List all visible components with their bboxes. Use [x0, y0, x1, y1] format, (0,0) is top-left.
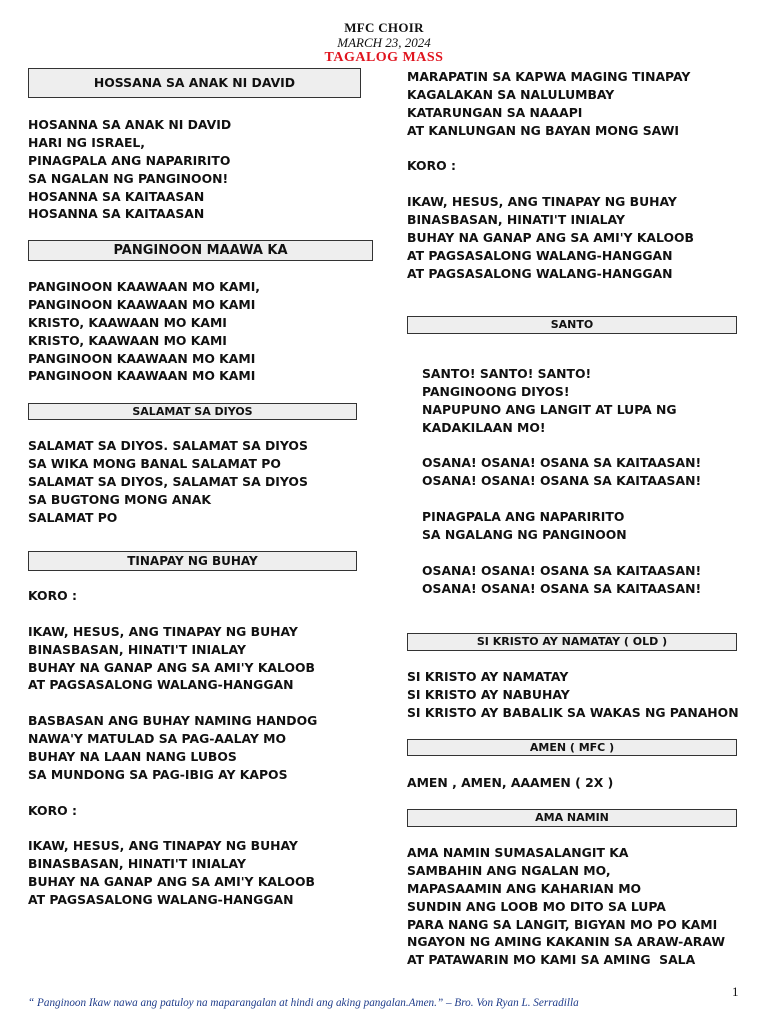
lyric-line: MAPASAAMIN ANG KAHARIAN MO [407, 880, 642, 896]
lyrics-sikristo [407, 668, 739, 722]
lyric-line: IKAW, HESUS, ANG TINAPAY NG BUHAY [28, 623, 298, 639]
section-title-sikristo: SI KRISTO AY NAMATAY ( OLD ) [407, 633, 737, 651]
lyric-line: PANGINOON KAAWAAN MO KAMI [28, 368, 256, 384]
lyric-line: AT PATAWARIN MO KAMI SA AMING SALA [407, 952, 696, 968]
lyrics-amen [407, 774, 613, 792]
lyric-line: SI KRISTO AY NABUHAY [407, 686, 570, 702]
lyric-line: SA NGALANG NG PANGINOON [422, 527, 627, 543]
mass-date: MARCH 23, 2024 [337, 35, 431, 50]
lyric-line: KORO : [28, 588, 77, 603]
lyric-line: OSANA! OSANA! OSANA SA KAITAASAN! [422, 580, 702, 596]
lyric-line: SA MUNDONG SA PAG-IBIG AY KAPOS [28, 766, 288, 782]
lyric-line: SA NGALAN NG PANGINOON! [28, 170, 229, 186]
lyric-line: AMA NAMIN SUMASALANGIT KA [407, 845, 629, 860]
lyric-line: PINAGPALA ANG NAPARIRITO [422, 509, 625, 525]
lyric-line: BUHAY NA GANAP ANG SA AMI'Y KALOOB [28, 874, 315, 890]
lyric-line: KAGALAKAN SA NALULUMBAY [407, 86, 615, 102]
section-title-amen: AMEN ( MFC ) [407, 739, 737, 756]
section-title-salamat: SALAMAT SA DIYOS [28, 403, 357, 420]
lyric-line: IKAW, HESUS, ANG TINAPAY NG BUHAY [28, 838, 298, 854]
page-number: 1 [732, 984, 739, 999]
mass-subtitle: TAGALOG MASS [324, 50, 444, 65]
section-title-santo: SANTO [407, 316, 737, 334]
lyric-line: AT KANLUNGAN NG BAYAN MONG SAWI [407, 122, 679, 138]
lyric-line: KADAKILAAN MO! [422, 419, 546, 435]
lyric-line: KATARUNGAN SA NAAAPI [407, 104, 583, 120]
lyrics-tinapay-continued [407, 68, 694, 283]
section-title-panginoon: PANGINOON MAAWA KA [28, 240, 373, 261]
lyric-line: SA BUGTONG MONG ANAK [28, 491, 211, 507]
lyric-line: BINASBASAN, HINATI'T INIALAY [28, 856, 246, 872]
lyric-line: HARI NG ISRAEL, [28, 134, 146, 150]
lyric-line: SI KRISTO AY NAMATAY [407, 669, 569, 684]
lyric-line: SI KRISTO AY BABALIK SA WAKAS NG PANAHON [407, 704, 739, 720]
lyric-line: HOSANNA SA ANAK NI DAVID [28, 117, 232, 132]
lyric-line: HOSANNA SA KAITAASAN [28, 206, 205, 222]
lyric-line: SALAMAT PO [28, 509, 118, 525]
choir-title: MFC CHOIR [344, 20, 424, 35]
lyric-line: KRISTO, KAAWAAN MO KAMI [28, 332, 227, 348]
lyric-line: AT PAGSASALONG WALANG-HANGGAN [407, 247, 673, 263]
lyric-line [407, 175, 694, 193]
lyric-line: PANGINOON KAAWAAN MO KAMI [28, 296, 256, 312]
lyric-line [28, 694, 317, 712]
lyric-line: BUHAY NA LAAN NANG LUBOS [28, 749, 237, 765]
footer-quote: “ Panginoon Ikaw nawa ang patuloy na maparangalan at hindi ang aking pangalan.Amen.” – Bro. Von Ryan L. Serradilla [28, 997, 579, 1009]
lyric-line [422, 490, 701, 508]
section-title-tinapay: TINAPAY NG BUHAY [28, 551, 357, 571]
lyric-line: AMEN , AMEN, AAAMEN ( 2X ) [407, 775, 614, 790]
lyric-line: PARA NANG SA LANGIT, BIGYAN MO PO KAMI [407, 916, 718, 932]
lyric-line: PINAGPALA ANG NAPARIRITO [28, 152, 231, 168]
lyric-line: BINASBASAN, HINATI'T INIALAY [28, 641, 246, 657]
lyric-line: OSANA! OSANA! OSANA SA KAITAASAN! [422, 473, 702, 489]
lyric-line: SAMBAHIN ANG NGALAN MO, [407, 862, 611, 878]
lyric-line [28, 605, 317, 623]
lyric-line [28, 784, 317, 802]
lyric-line: PANGINOON KAAWAAN MO KAMI, [28, 279, 261, 294]
section-title-hossana: HOSSANA SA ANAK NI DAVID [28, 68, 361, 98]
lyric-line: KORO : [407, 158, 456, 174]
section-title-amanamin: AMA NAMIN [407, 809, 737, 827]
lyric-line: AT PAGSASALONG WALANG-HANGGAN [28, 892, 294, 908]
lyric-line: KRISTO, KAAWAAN MO KAMI [28, 314, 227, 330]
lyric-line: PANGINOON KAAWAAN MO KAMI [28, 350, 256, 366]
lyric-line: SUNDIN ANG LOOB MO DITO SA LUPA [407, 898, 666, 914]
lyric-line [407, 140, 694, 158]
lyric-line [422, 437, 701, 455]
lyric-line: NAWA'Y MATULAD SA PAG-AALAY MO [28, 731, 287, 747]
lyric-line: MARAPATIN SA KAPWA MAGING TINAPAY [407, 69, 691, 84]
lyric-line [422, 544, 701, 562]
lyric-line: BASBASAN ANG BUHAY NAMING HANDOG [28, 713, 318, 729]
lyric-line: OSANA! OSANA! OSANA SA KAITAASAN! [422, 562, 702, 578]
lyric-line: NAPUPUNO ANG LANGIT AT LUPA NG [422, 401, 677, 417]
lyric-line: BUHAY NA GANAP ANG SA AMI'Y KALOOB [407, 230, 694, 246]
lyrics-amanamin [407, 844, 725, 969]
lyric-line: BINASBASAN, HINATI'T INIALAY [407, 212, 625, 228]
lyric-line: SALAMAT SA DIYOS, SALAMAT SA DIYOS [28, 473, 308, 489]
lyric-line: SA WIKA MONG BANAL SALAMAT PO [28, 455, 281, 471]
lyrics-salamat [28, 437, 308, 526]
lyrics-panginoon [28, 278, 260, 385]
lyric-line: NGAYON NG AMING KAKANIN SA ARAW-ARAW [407, 934, 726, 950]
lyric-line: KORO : [28, 802, 77, 818]
lyric-line: HOSANNA SA KAITAASAN [28, 188, 205, 204]
lyric-line: AT PAGSASALONG WALANG-HANGGAN [407, 265, 673, 281]
lyric-line: IKAW, HESUS, ANG TINAPAY NG BUHAY [407, 194, 677, 210]
lyric-line: SANTO! SANTO! SANTO! [422, 366, 592, 381]
lyric-line: AT PAGSASALONG WALANG-HANGGAN [28, 677, 294, 693]
lyrics-hossana [28, 116, 231, 223]
lyrics-tinapay [28, 587, 317, 909]
lyric-line: BUHAY NA GANAP ANG SA AMI'Y KALOOB [28, 659, 315, 675]
lyric-line [28, 820, 317, 838]
lyric-line: OSANA! OSANA! OSANA SA KAITAASAN! [422, 455, 702, 471]
lyric-line: SALAMAT SA DIYOS. SALAMAT SA DIYOS [28, 438, 308, 453]
lyrics-santo [422, 365, 701, 598]
lyric-line: PANGINOONG DIYOS! [422, 383, 570, 399]
